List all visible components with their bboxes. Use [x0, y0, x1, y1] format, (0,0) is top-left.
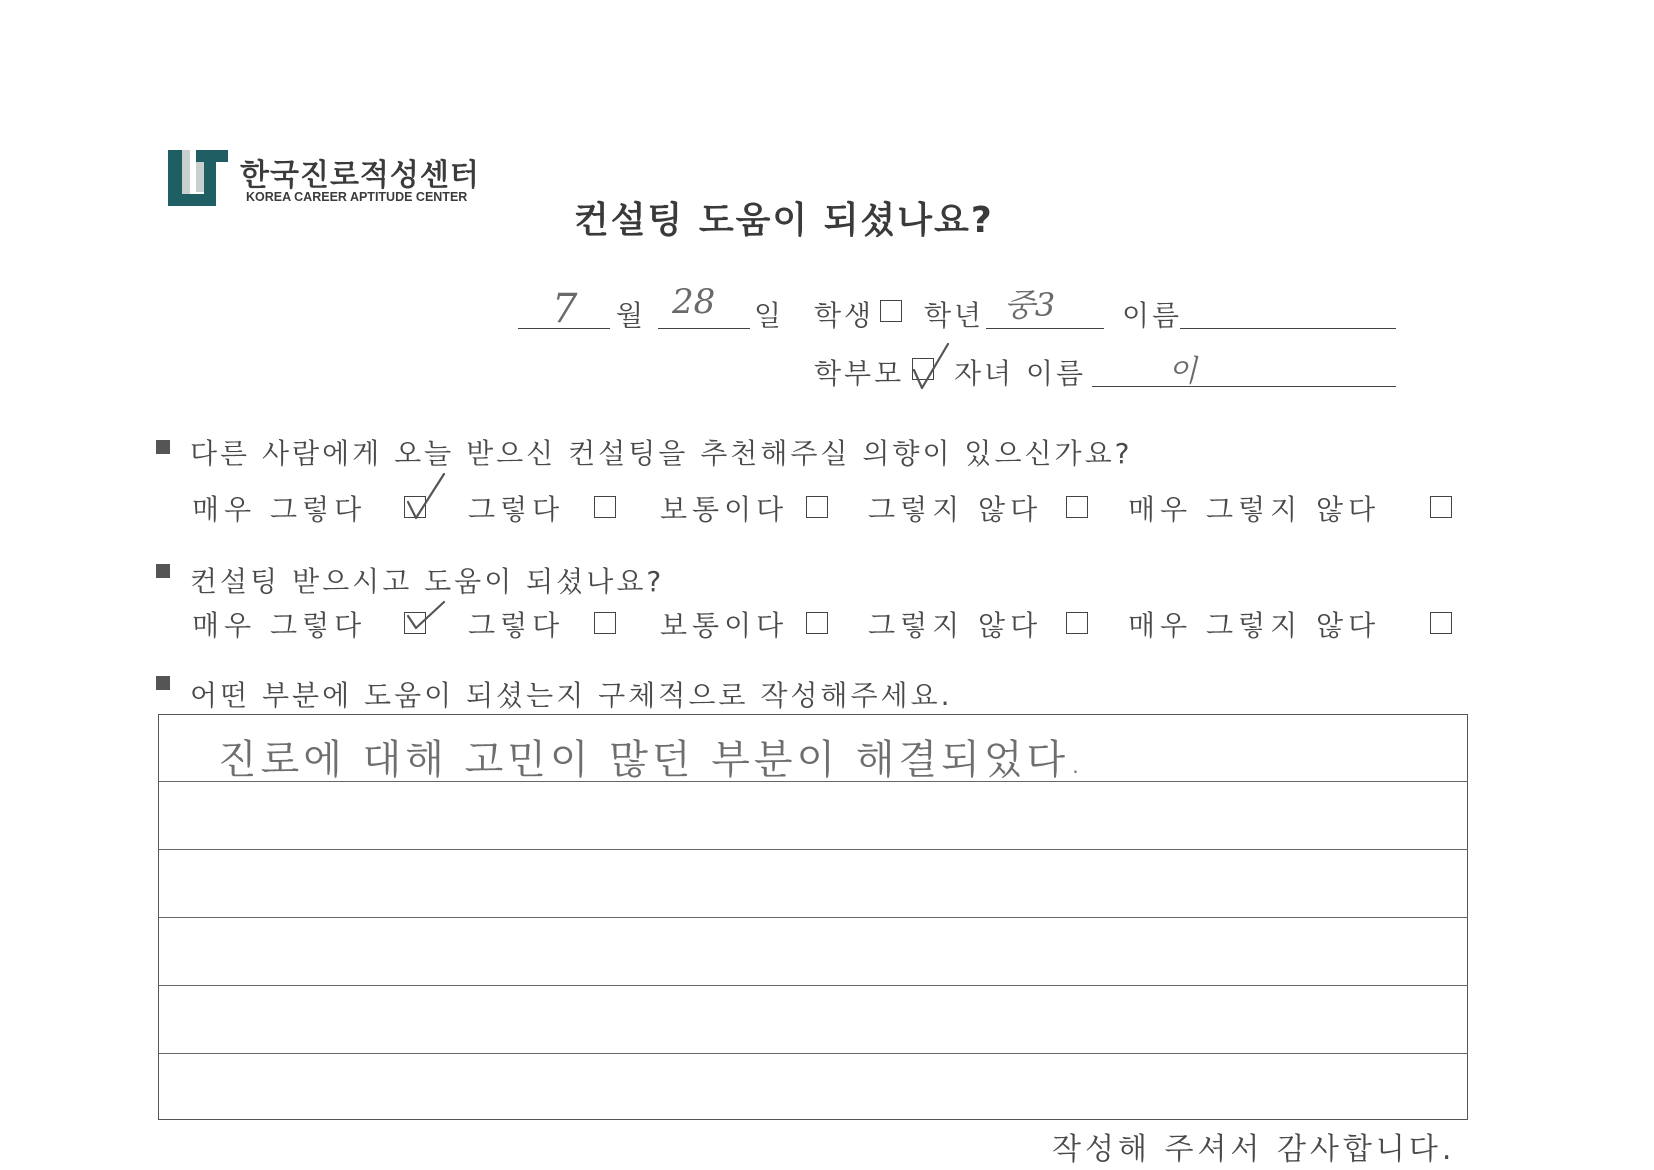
q1-checkmark-icon: [402, 470, 448, 522]
parent-label: 학부모: [814, 357, 905, 390]
q2-option-disagree-label: 그렇지 않다: [868, 609, 1043, 642]
day-field-line: [658, 328, 750, 329]
student-label: 학생: [814, 299, 875, 332]
center-logo-mark: [168, 150, 228, 206]
answer-line-5: [158, 1053, 1468, 1054]
q1-option-neutral-label: 보통이다: [660, 493, 789, 526]
q2-option-disagree-checkbox[interactable]: [1066, 612, 1088, 634]
child-name-field[interactable]: 이: [1168, 354, 1197, 389]
question-2-bullet: [156, 564, 170, 578]
question-1-text: 다른 사람에게 오늘 받으신 컨설팅을 추천해주실 의향이 있으신가요?: [190, 437, 1133, 470]
q2-option-neutral-label: 보통이다: [660, 609, 789, 642]
question-1-bullet: [156, 440, 170, 454]
q2-checkmark-icon: [404, 598, 448, 634]
q2-option-agree-checkbox[interactable]: [594, 612, 616, 634]
child-name-field-line: [1092, 386, 1396, 387]
q1-option-agree-label: 그렇다: [468, 493, 565, 526]
question-3-bullet: [156, 676, 170, 690]
center-logo-name: 한국진로적성센터: [240, 158, 480, 193]
month-label: 월: [616, 299, 647, 332]
day-label: 일: [754, 299, 785, 332]
q2-option-neutral-checkbox[interactable]: [806, 612, 828, 634]
name-field-line: [1180, 328, 1396, 329]
survey-title: 컨설팅 도움이 되셨나요?: [574, 200, 994, 241]
child-name-label: 자녀 이름: [954, 357, 1087, 390]
q1-option-very-disagree-checkbox[interactable]: [1430, 496, 1452, 518]
student-checkbox[interactable]: [880, 300, 902, 322]
answer-line-3: [158, 917, 1468, 918]
center-logo-english-name: KOREA CAREER APTITUDE CENTER: [246, 190, 468, 204]
q1-option-neutral-checkbox[interactable]: [806, 496, 828, 518]
q1-option-disagree-checkbox[interactable]: [1066, 496, 1088, 518]
q1-option-very-disagree-label: 매우 그렇지 않다: [1128, 493, 1381, 526]
day-field[interactable]: 28: [672, 282, 716, 322]
q2-option-very-disagree-label: 매우 그렇지 않다: [1128, 609, 1381, 642]
q2-option-very-agree-label: 매우 그렇다: [192, 609, 367, 642]
q1-option-agree-checkbox[interactable]: [594, 496, 616, 518]
parent-checkmark-icon: [908, 340, 952, 392]
grade-field-line: [986, 328, 1104, 329]
grade-field[interactable]: 중3: [1004, 286, 1056, 324]
grade-label: 학년: [924, 299, 985, 332]
month-field[interactable]: 7: [552, 286, 578, 332]
q2-option-very-disagree-checkbox[interactable]: [1430, 612, 1452, 634]
name-label: 이름: [1122, 299, 1183, 332]
answer-line-4: [158, 985, 1468, 986]
answer-line-2: [158, 849, 1468, 850]
free-text-answer[interactable]: 진로에 대해 고민이 많던 부분이 해결되었다.: [218, 737, 1086, 783]
question-2-text: 컨설팅 받으시고 도움이 되셨나요?: [190, 565, 665, 598]
q1-option-disagree-label: 그렇지 않다: [868, 493, 1043, 526]
q2-option-agree-label: 그렇다: [468, 609, 565, 642]
thank-you-note: 작성해 주셔서 감사합니다.: [1052, 1132, 1456, 1167]
q1-option-very-agree-label: 매우 그렇다: [192, 493, 367, 526]
free-text-prompt: 어떤 부분에 도움이 되셨는지 구체적으로 작성해주세요.: [190, 679, 953, 712]
